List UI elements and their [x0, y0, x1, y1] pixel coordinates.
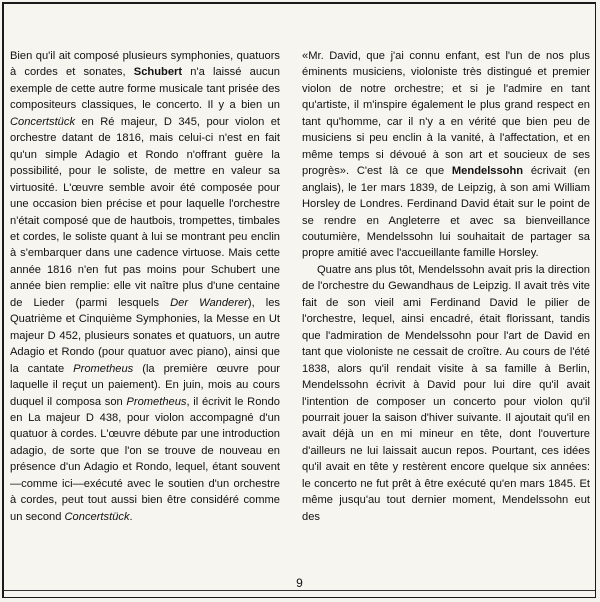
italic-title: Der Wanderer	[170, 296, 248, 309]
italic-title: Prometheus	[126, 395, 187, 408]
paragraph: Quatre ans plus tôt, Mendelssohn avait pris la direction de l'orchestre du Gewandhaus de Leipzig. Il avait très vite fait de son vieil ami Ferdinand David le pilier de l'orchestre, lequel, ainsi encadré, était florissant, tandis que l'admiration de Mendelssohn pour l'art de David en tant que violoniste ne cessait de croître. Au cours de l'été 1838, alors qu'il rendait visite à sa famille à Berlin, Mendelssohn écrivit à David pour lui dire qu'il avait l'intention de composer un concerto pour violon qu'il pourrait jouer la saison d'hiver suivante. Il ajoutait qu'il en avait déjà un en mi mineur en tête, dont l'ouverture d'ailleurs ne lui laissait aucun repos. Pourtant, ces idées qu'il avait en tête y restèrent encore quelque six années: le concerto ne fut prêt à être exécuté qu'en mars 1845. Et même jusqu'au tout dernier moment, Mendelssohn eut des	[302, 263, 590, 523]
italic-title: Prometheus	[73, 362, 134, 375]
page-number: 9	[296, 576, 303, 590]
bottom-rule	[4, 590, 595, 591]
bold-name: Mendelssohn	[451, 165, 524, 178]
italic-title: Concertstück	[64, 510, 130, 523]
italic-title: Concertstück	[10, 115, 76, 128]
paragraph: Bien qu'il ait composé plusieurs symphonies, quatuors à cordes et sonates, Schubert n'a laissé aucun exemple de cette autre forme musicale tant prisée des compositeurs classiques, le concerto. Il y a bien un Concertstück en Ré majeur, D 345, pour violon et orchestre datant de 1816, mais celui-ci n'est en fait qu'un simple Adagio et Rondo n'offrant guère la possibilité, pour le soliste, de mettre en valeur sa virtuosité. L'œuvre semble avoir été composée pour une occasion bien précise et pour laquelle l'orchestre n'était composé que de hautbois, trompettes, timbales et cordes, le soliste quant à lui se montrant peu enclin à s'embarquer dans une cadence virtuose. Mais cette année 1816 n'en fut pas moins pour Schubert une année bien remplie: elle vit naître plus d'une centaine de Lieder (parmi lesquels Der Wanderer), les Quatrième et Cinquième Symphonies, la Messe en Ut majeur D 452, plusieurs sonates et quatuors, un autre Adagio et Rondo (pour quatuor avec piano), ainsi que la cantate Prometheus (la première œuvre pour laquelle il reçut un paiement). En juin, mois au cours duquel il composa son Prometheus, il écrivit le Rondo en La majeur D 438, pour violon accompagné d'un quatuor à cordes. L'œuvre débute par une introduction adagio, de sorte que l'on se trouve de nouveau en présence d'un Adagio et Rondo, lequel, étant souvent—comme ici—exécuté avec le soutien d'un orchestre à cordes, peut tout aussi bien être considéré comme un second Concertstück.	[10, 50, 280, 523]
right-text-column	[302, 48, 590, 525]
paragraph: «Mr. David, que j'ai connu enfant, est l'un de nos plus éminents musiciens, violoniste très distingué et premier violon de notre orchestre; et si je l'admire en tant qu'artiste, il m'inspire également le plus grand respect en tant qu'homme, car il n'y a en vérité que bien peu de musiciens si peu enclin à la vanité, à l'affectation, et en même temps si dévoué à son art et soucieux de ses progrès». C'est là ce que Mendelssohn écrivait (en anglais), le 1er mars 1839, de Leipzig, à son ami William Horsley de Londres. Ferdinand David était sur le point de se rendre en Angleterre et avec sa bienveillance coutumière, Mendelssohn lui souhaitait de partager sa propre amitié avec l'accueillante famille Horsley.	[302, 50, 590, 260]
bold-name: Schubert	[133, 66, 183, 79]
left-text-column	[10, 48, 280, 525]
booklet-page	[2, 2, 596, 598]
